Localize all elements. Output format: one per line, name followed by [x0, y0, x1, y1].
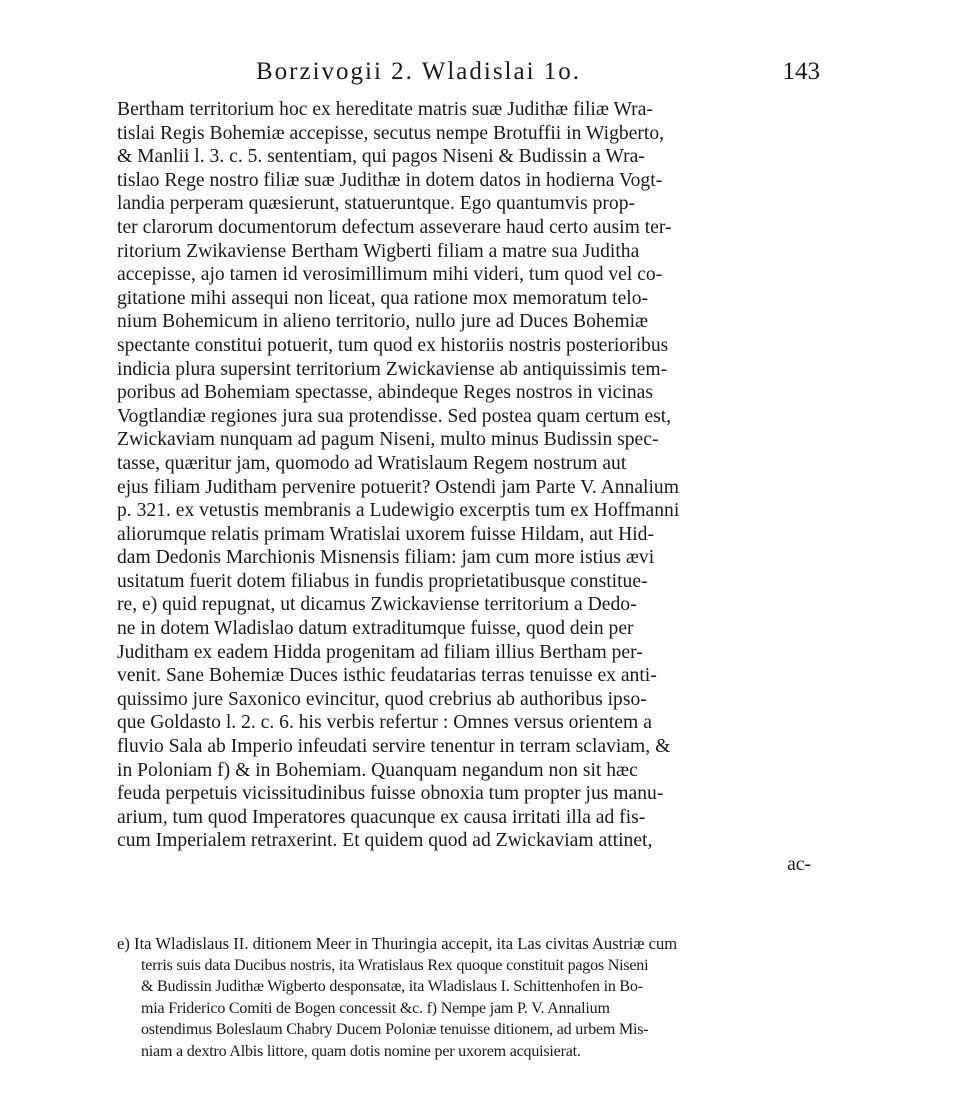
text-line: tislai Regis Bohemiæ accepisse, secutus nempe Brotuffii in Wigberto,: [117, 122, 665, 144]
text-line: ne in dotem Wladislao datum extraditumque fuisse, quod dein per: [117, 618, 634, 640]
text-line: arium, tum quod Imperatores quacunque ex causa irritati illa ad fis-: [117, 806, 646, 828]
footnote-line: terris suis data Ducibus nostris, ita Wratislaus Rex quoque constituit pagos Niseni: [141, 956, 649, 974]
text-line: Vogtlandiæ regiones jura sua protendisse. Sed postea quam certum est,: [117, 405, 672, 427]
text-line: ter clarorum documentorum defectum asseverare haud certo ausim ter-: [117, 216, 672, 238]
main-text: [117, 98, 817, 877]
text-line: cum Imperialem retraxerint. Et quidem quod ad Zwickaviam attinet,: [117, 830, 653, 852]
text-line: usitatum fuerit dotem filiabus in fundis proprietatibusque constitue-: [117, 570, 648, 592]
footnote-line: mia Friderico Comiti de Bogen concessit &c. f) Nempe jam P. V. Annalium: [141, 999, 610, 1017]
text-line: feuda perpetuis vicissitudinibus fuisse obnoxia tum propter jus manu-: [117, 783, 664, 805]
text-line: landia perperam quæsierunt, statueruntque. Ego quantumvis prop-: [117, 193, 636, 215]
text-line: ejus filiam Juditham pervenire potuerit? Ostendi jam Parte V. Annalium: [117, 476, 679, 498]
footnote-line: & Budissin Judithæ Wigberto desponsatæ, ita Wladislaus I. Schittenhofen in Bo-: [141, 978, 643, 995]
text-line: & Manlii l. 3. c. 5. sententiam, qui pagos Niseni & Budissin a Wra-: [117, 146, 645, 168]
running-head: [0, 58, 960, 92]
text-line: indicia plura supersint territorium Zwickaviense ab antiquissimis tem-: [117, 358, 668, 380]
text-line: venit. Sane Bohemiæ Duces isthic feudatarias terras tenuisse ex anti-: [117, 665, 657, 687]
text-line: Zwickaviam nunquam ad pagum Niseni, multo minus Budissin spec-: [117, 429, 659, 451]
text-line: poribus ad Bohemiam spectasse, abindeque Reges nostros in vicinas: [117, 382, 653, 404]
running-title: Borzivogii 2. Wladislai 1o.: [256, 58, 582, 85]
catchword: ac-: [787, 854, 811, 875]
footnotes: [117, 933, 817, 1062]
text-line: in Poloniam f) & in Bohemiam. Quanquam negandum non sit hæc: [117, 759, 638, 781]
footnote-line: e) Ita Wladislaus II. ditionem Meer in Thuringia accepit, ita Las civitas Austriæ cum: [117, 934, 678, 953]
text-line: p. 321. ex vetustis membranis a Ludewigio excerptis tum ex Hoffmanni: [117, 500, 680, 522]
text-line: tislao Rege nostro filiæ suæ Judithæ in dotem datos in hodierna Vogt-: [117, 169, 663, 191]
text-line: dam Dedonis Marchionis Misnensis filiam: jam cum more istius ævi: [117, 547, 655, 569]
text-line: nium Bohemicum in alieno territorio, nullo jure ad Duces Bohemiæ: [117, 311, 649, 333]
text-line: spectante constitui potuerit, tum quod ex historiis nostris posterioribus: [117, 334, 669, 356]
text-line: aliorumque relatis primam Wratislai uxorem fuisse Hildam, aut Hid-: [117, 523, 655, 545]
text-line: Bertham territorium hoc ex hereditate matris suæ Judithæ filiæ Wra-: [117, 99, 653, 120]
text-line: Juditham ex eadem Hidda progenitam ad filiam illius Bertham per-: [117, 641, 643, 663]
footnote-line: niam a dextro Albis littore, quam dotis nomine per uxorem acquisierat.: [141, 1042, 581, 1060]
text-line: tasse, quæritur jam, quomodo ad Wratislaum Regem nostrum aut: [117, 452, 627, 474]
text-line: re, e) quid repugnat, ut dicamus Zwickaviense territorium a Dedo-: [117, 594, 637, 616]
text-line: quissimo jure Saxonico evincitur, quod crebrius ab authoribus ipso-: [117, 688, 647, 710]
text-line: que Goldasto l. 2. c. 6. his verbis refertur : Omnes versus orientem a: [117, 712, 652, 734]
footnote-line: ostendimus Boleslaum Chabry Ducem Poloniæ tenuisse ditionem, ad urbem Mis-: [141, 1021, 649, 1038]
text-line: ritorium Zwikaviense Bertham Wigberti filiam a matre sua Juditha: [117, 240, 640, 262]
text-line: gitatione mihi assequi non liceat, qua ratione mox memoratum telo-: [117, 287, 649, 309]
page-number: 143: [782, 58, 820, 85]
text-line: accepisse, ajo tamen id verosimillimum mihi videri, tum quod vel co-: [117, 264, 663, 286]
text-line: fluvio Sala ab Imperio infeudati servire tenentur in terram sclaviam, &: [117, 736, 671, 758]
